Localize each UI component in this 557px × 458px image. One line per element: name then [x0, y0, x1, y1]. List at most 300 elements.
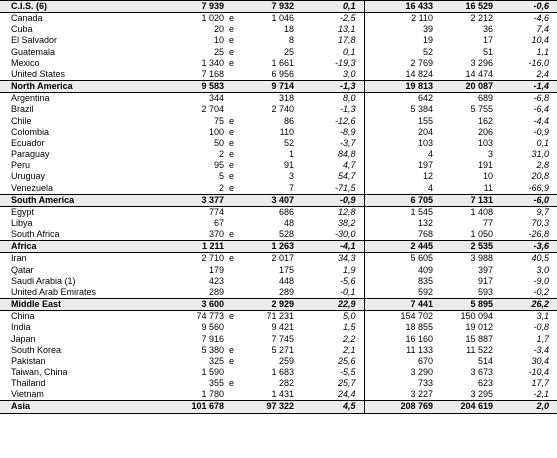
- change-cell: 8,0: [342, 93, 356, 104]
- ytd-change-cell: -6,8: [533, 93, 549, 104]
- table-row: [0, 253, 557, 265]
- estimate-flag-cell: [226, 389, 246, 401]
- region-name-cell: United States: [11, 68, 66, 79]
- table-row: [0, 311, 557, 323]
- estimate-flag-cell: [226, 1, 246, 13]
- estimate-flag-cell: e: [229, 378, 235, 389]
- ytd-change-cell: -66,9: [528, 182, 549, 193]
- table-row: [0, 183, 557, 195]
- region-name-cell: Brazil: [11, 104, 34, 115]
- ytd-2020-cell: 14 824: [364, 69, 441, 81]
- region-name-cell: Saudi Arabia (1): [11, 275, 76, 286]
- ytd-2020-cell: 2 445: [364, 241, 441, 253]
- table-row: [0, 116, 557, 127]
- estimate-flag-cell: e: [229, 344, 235, 355]
- value-2019-cell: 289: [278, 286, 294, 297]
- value-2020-cell: 3 600: [124, 299, 226, 311]
- region-name-cell: Middle East: [0, 299, 124, 311]
- value-2020-cell: 1 211: [124, 241, 226, 253]
- region-name-cell: C.I.S. (6): [0, 1, 124, 13]
- table-row: [0, 367, 557, 378]
- value-2020-cell: 25: [213, 46, 224, 57]
- region-name-cell: Iran: [11, 253, 27, 264]
- ytd-2020-cell: 6 705: [364, 194, 441, 206]
- table-row: [0, 127, 557, 138]
- ytd-change-cell: -6,4: [533, 104, 549, 115]
- value-2020-cell: 10: [213, 35, 224, 46]
- ytd-change-cell: -6,0: [501, 194, 557, 206]
- change-cell: -71,5: [334, 182, 356, 193]
- value-2019-cell: 25: [283, 46, 294, 57]
- value-2020-cell: 423: [208, 275, 224, 286]
- value-2019-cell: 6 956: [271, 68, 294, 79]
- table-row: [0, 265, 557, 276]
- estimate-flag-cell: e: [229, 149, 235, 160]
- value-2020-cell: 179: [208, 264, 224, 275]
- ytd-2019-cell: 7 131: [441, 194, 501, 206]
- ytd-2019-cell: 10: [482, 171, 493, 182]
- value-2019-cell: 86: [283, 115, 294, 126]
- change-cell: 4,7: [342, 160, 356, 171]
- change-cell: -30,0: [334, 229, 356, 240]
- table-row: [0, 24, 557, 35]
- ytd-2019-cell: 689: [477, 93, 493, 104]
- ytd-2019-cell: 917: [477, 275, 493, 286]
- ytd-2019-cell: 2 212: [470, 13, 493, 24]
- table-row: [0, 58, 557, 69]
- ytd-2019-cell: 514: [477, 355, 493, 366]
- change-cell: 2,1: [342, 344, 356, 355]
- ytd-2019-cell: 5 755: [470, 104, 493, 115]
- change-cell: -2,5: [339, 13, 356, 24]
- region-name-cell: Egypt: [11, 206, 35, 217]
- value-2019-cell: 318: [278, 93, 294, 104]
- estimate-flag-cell: e: [229, 46, 235, 57]
- ytd-2020-cell: 52: [364, 47, 441, 58]
- value-2020-cell: 95: [213, 160, 224, 171]
- region-name-cell: South America: [0, 194, 124, 206]
- ytd-2020-cell: 132: [364, 218, 441, 229]
- ytd-2020-cell: 835: [364, 276, 441, 287]
- estimate-flag-cell: [226, 265, 246, 276]
- ytd-2020-cell: 18 855: [364, 322, 441, 333]
- estimate-flag-cell: e: [229, 160, 235, 171]
- value-2020-cell: 2: [218, 149, 224, 160]
- ytd-2020-cell: 409: [364, 265, 441, 276]
- ytd-change-cell: -0,2: [533, 286, 549, 297]
- estimate-flag-cell: e: [229, 115, 235, 126]
- region-name-cell: South Korea: [11, 344, 62, 355]
- value-2019-cell: 1 661: [271, 57, 294, 68]
- region-name-cell: Colombia: [11, 126, 50, 137]
- table-row: [0, 206, 557, 218]
- ytd-change-cell: -9,0: [533, 275, 549, 286]
- ytd-change-cell: -2,1: [533, 389, 549, 400]
- ytd-2020-cell: 208 769: [364, 401, 441, 413]
- ytd-2020-cell: 768: [364, 229, 441, 241]
- ytd-change-cell: -0,8: [533, 322, 549, 333]
- change-cell: -1,3: [339, 104, 356, 115]
- estimate-flag-cell: [226, 287, 246, 299]
- region-name-cell: Vietnam: [11, 389, 44, 400]
- region-name-cell: Argentina: [11, 93, 50, 104]
- estimate-flag-cell: e: [229, 35, 235, 46]
- estimate-flag-cell: e: [229, 137, 235, 148]
- region-name-cell: Uruguay: [11, 171, 46, 182]
- change-cell: 0,1: [342, 46, 356, 57]
- ytd-2019-cell: 19 012: [465, 322, 493, 333]
- ytd-2019-cell: 1 408: [470, 206, 493, 217]
- estimate-flag-cell: e: [229, 24, 235, 35]
- region-total-row: [0, 299, 557, 311]
- ytd-2019-cell: 593: [477, 286, 493, 297]
- region-name-cell: China: [11, 311, 35, 322]
- ytd-2019-cell: 204 619: [441, 401, 501, 413]
- region-name-cell: United Arab Emirates: [11, 286, 97, 297]
- value-2020-cell: 7 916: [201, 333, 224, 344]
- value-2020-cell: 344: [208, 93, 224, 104]
- ytd-2020-cell: 4: [364, 149, 441, 160]
- ytd-2019-cell: 3: [487, 149, 493, 160]
- change-cell: -19,3: [334, 57, 356, 68]
- region-name-cell: Mexico: [11, 57, 40, 68]
- table-row: [0, 345, 557, 356]
- value-2019-cell: 110: [279, 126, 294, 137]
- ytd-change-cell: 2,8: [536, 160, 549, 171]
- ytd-2019-cell: 15 887: [465, 333, 493, 344]
- value-2019-cell: 175: [278, 264, 294, 275]
- value-2020-cell: 67: [213, 217, 224, 228]
- table-row: [0, 104, 557, 115]
- change-cell: 17,8: [337, 35, 356, 46]
- ytd-2019-cell: 5 895: [441, 299, 501, 311]
- region-total-row: [0, 1, 557, 13]
- ytd-change-cell: 31,0: [531, 149, 549, 160]
- value-2020-cell: 7 168: [201, 68, 224, 79]
- value-2020-cell: 9 560: [201, 322, 224, 333]
- region-name-cell: India: [11, 322, 31, 333]
- ytd-2020-cell: 5 384: [364, 104, 441, 115]
- value-2020-cell: 101 678: [124, 401, 226, 413]
- change-cell: 1,5: [342, 322, 356, 333]
- ytd-2020-cell: 154 702: [364, 311, 441, 323]
- ytd-2019-cell: 11 522: [466, 344, 493, 355]
- ytd-change-cell: -3,6: [501, 241, 557, 253]
- value-2019-cell: 9 714: [246, 81, 302, 93]
- estimate-flag-cell: e: [229, 171, 235, 182]
- ytd-change-cell: 1,1: [536, 46, 549, 57]
- value-2020-cell: 74 773: [196, 311, 224, 322]
- region-name-cell: Guatemala: [11, 46, 56, 57]
- region-name-cell: Thailand: [11, 378, 46, 389]
- change-cell: 34,3: [337, 253, 356, 264]
- change-cell: 38,2: [337, 217, 356, 228]
- ytd-2020-cell: 103: [364, 138, 441, 149]
- value-2020-cell: 7 939: [124, 1, 226, 13]
- table-row: [0, 47, 557, 58]
- estimate-flag-cell: e: [229, 253, 235, 264]
- value-2019-cell: 8: [288, 35, 294, 46]
- ytd-2019-cell: 623: [477, 378, 493, 389]
- value-2019-cell: 1 683: [271, 367, 294, 377]
- ytd-2019-cell: 3 988: [470, 253, 493, 264]
- ytd-2019-cell: 3 673: [470, 367, 493, 377]
- ytd-change-cell: -4,4: [533, 115, 549, 126]
- value-2019-cell: 2 740: [271, 104, 294, 115]
- estimate-flag-cell: e: [229, 57, 235, 68]
- change-cell: -0,9: [302, 194, 364, 206]
- estimate-flag-cell: e: [229, 355, 235, 366]
- region-total-row: [0, 194, 557, 206]
- region-name-cell: Asia: [0, 401, 124, 413]
- estimate-flag-cell: e: [229, 13, 235, 24]
- value-2020-cell: 2 704: [201, 104, 224, 115]
- ytd-2019-cell: 14 474: [465, 68, 493, 79]
- ytd-2020-cell: 733: [364, 378, 441, 389]
- table-row: [0, 93, 557, 105]
- value-2019-cell: 3 407: [246, 194, 302, 206]
- value-2020-cell: 50: [213, 137, 224, 148]
- ytd-2020-cell: 39: [364, 24, 441, 35]
- ytd-change-cell: 30,4: [531, 355, 549, 366]
- value-2019-cell: 282: [278, 378, 294, 389]
- region-name-cell: Libya: [11, 217, 33, 228]
- table-row: [0, 138, 557, 149]
- estimate-flag-cell: [226, 81, 246, 93]
- change-cell: 22,9: [302, 299, 364, 311]
- change-cell: 12,8: [337, 206, 356, 217]
- value-2020-cell: 5: [218, 171, 224, 182]
- estimate-flag-cell: [226, 206, 246, 218]
- region-name-cell: Pakistan: [11, 355, 46, 366]
- ytd-change-cell: 2,0: [501, 401, 557, 413]
- value-2019-cell: 1 263: [246, 241, 302, 253]
- region-name-cell: Qatar: [11, 264, 34, 275]
- ytd-change-cell: 9,7: [536, 206, 549, 217]
- ytd-2020-cell: 11 133: [364, 345, 441, 356]
- value-2019-cell: 1 431: [271, 389, 294, 400]
- estimate-flag-cell: [226, 367, 246, 378]
- value-2019-cell: 7 932: [246, 1, 302, 13]
- value-2019-cell: 259: [278, 355, 294, 366]
- change-cell: 25,7: [337, 378, 356, 389]
- table-row: [0, 171, 557, 182]
- value-2019-cell: 448: [278, 275, 294, 286]
- change-cell: 25,6: [337, 355, 356, 366]
- region-total-row: [0, 401, 557, 413]
- region-name-cell: Ecuador: [11, 137, 45, 148]
- value-2020-cell: 20: [213, 24, 224, 35]
- region-name-cell: Canada: [11, 13, 43, 24]
- value-2020-cell: 3 377: [124, 194, 226, 206]
- change-cell: 1,9: [342, 264, 356, 275]
- table-row: [0, 276, 557, 287]
- estimate-flag-cell: [226, 93, 246, 105]
- region-name-cell: Venezuela: [11, 182, 54, 193]
- estimate-flag-cell: [226, 241, 246, 253]
- ytd-2020-cell: 19 813: [364, 81, 441, 93]
- value-2020-cell: 2: [218, 182, 224, 193]
- ytd-2020-cell: 3 290: [364, 367, 441, 378]
- region-name-cell: Cuba: [11, 24, 33, 35]
- table-row: [0, 389, 557, 401]
- ytd-change-cell: -16,0: [528, 57, 549, 68]
- change-cell: -12,6: [334, 115, 356, 126]
- ytd-change-cell: -10,4: [528, 367, 549, 377]
- ytd-2019-cell: 397: [477, 264, 493, 275]
- ytd-change-cell: 26,2: [501, 299, 557, 311]
- ytd-change-cell: 3,1: [536, 311, 549, 322]
- ytd-change-cell: 20,8: [531, 171, 549, 182]
- ytd-2019-cell: 51: [482, 46, 493, 57]
- table-row: [0, 334, 557, 345]
- value-2019-cell: 48: [283, 217, 294, 228]
- ytd-change-cell: 40,5: [531, 253, 549, 264]
- value-2020-cell: 2 710: [201, 253, 224, 264]
- region-name-cell: North America: [0, 81, 124, 93]
- value-2019-cell: 1 046: [271, 13, 294, 24]
- region-name-cell: Paraguay: [11, 149, 50, 160]
- value-2020-cell: 1 780: [201, 389, 224, 400]
- ytd-2020-cell: 7 441: [364, 299, 441, 311]
- value-2019-cell: 2 929: [246, 299, 302, 311]
- estimate-flag-cell: [226, 334, 246, 345]
- value-2019-cell: 91: [283, 160, 294, 171]
- ytd-2019-cell: 20 087: [441, 81, 501, 93]
- estimate-flag-cell: [226, 218, 246, 229]
- ytd-2019-cell: 162: [477, 115, 493, 126]
- estimate-flag-cell: e: [229, 229, 235, 240]
- ytd-2020-cell: 16 160: [364, 334, 441, 345]
- ytd-change-cell: 1,7: [536, 333, 549, 344]
- value-2019-cell: 9 421: [271, 322, 294, 333]
- change-cell: -5,6: [339, 275, 356, 286]
- table-row: [0, 160, 557, 171]
- value-2020-cell: 9 583: [124, 81, 226, 93]
- region-total-row: [0, 81, 557, 93]
- estimate-flag-cell: [226, 401, 246, 413]
- change-cell: -0,1: [339, 286, 356, 297]
- ytd-change-cell: -1,4: [501, 81, 557, 93]
- ytd-change-cell: 70,3: [531, 217, 549, 228]
- ytd-2020-cell: 155: [364, 116, 441, 127]
- ytd-2020-cell: 16 433: [364, 1, 441, 13]
- ytd-2019-cell: 150 094: [460, 311, 493, 322]
- ytd-2019-cell: 16 529: [441, 1, 501, 13]
- value-2019-cell: 18: [283, 24, 294, 35]
- table-row: [0, 287, 557, 299]
- ytd-change-cell: 10,4: [531, 35, 549, 46]
- change-cell: 24,4: [337, 389, 356, 400]
- region-name-cell: Peru: [11, 160, 31, 171]
- region-name-cell: Chile: [11, 115, 32, 126]
- ytd-2019-cell: 206: [477, 126, 493, 137]
- value-2020-cell: 1 590: [201, 367, 224, 377]
- estimate-flag-cell: [226, 322, 246, 333]
- value-2020-cell: 100: [208, 126, 224, 137]
- estimate-flag-cell: [226, 69, 246, 81]
- value-2019-cell: 7: [288, 182, 294, 193]
- change-cell: -3,7: [339, 137, 356, 148]
- region-name-cell: El Salvador: [11, 35, 58, 46]
- estimate-flag-cell: [226, 104, 246, 115]
- ytd-2019-cell: 77: [482, 217, 493, 228]
- value-2019-cell: 71 231: [266, 311, 294, 322]
- ytd-2019-cell: 3 296: [470, 57, 493, 68]
- value-2019-cell: 52: [283, 137, 294, 148]
- ytd-change-cell: -0,9: [533, 126, 549, 137]
- ytd-2020-cell: 197: [364, 160, 441, 171]
- change-cell: 13,1: [337, 24, 356, 35]
- table-row: [0, 13, 557, 25]
- value-2019-cell: 3: [288, 171, 294, 182]
- table-row: [0, 218, 557, 229]
- region-name-cell: South Africa: [11, 229, 60, 240]
- region-name-cell: Africa: [0, 241, 124, 253]
- estimate-flag-cell: [226, 194, 246, 206]
- ytd-change-cell: -26,8: [528, 229, 549, 240]
- ytd-2019-cell: 103: [477, 137, 493, 148]
- ytd-change-cell: -3,4: [533, 344, 549, 355]
- table-body: [0, 1, 557, 414]
- change-cell: 84,8: [337, 149, 356, 160]
- ytd-change-cell: -0,6: [501, 1, 557, 13]
- value-2020-cell: 325: [208, 355, 224, 366]
- value-2019-cell: 5 271: [271, 344, 294, 355]
- ytd-2019-cell: 191: [477, 160, 493, 171]
- table-row: [0, 35, 557, 46]
- ytd-2020-cell: 1 545: [364, 206, 441, 218]
- change-cell: 2,2: [342, 333, 356, 344]
- ytd-2020-cell: 19: [364, 35, 441, 46]
- ytd-2020-cell: 12: [364, 171, 441, 182]
- ytd-2019-cell: 17: [482, 35, 493, 46]
- ytd-2020-cell: 204: [364, 127, 441, 138]
- change-cell: -5,5: [339, 367, 356, 377]
- ytd-2019-cell: 3 295: [470, 389, 493, 400]
- value-2020-cell: 355: [208, 378, 224, 389]
- ytd-2019-cell: 1 050: [470, 229, 493, 240]
- ytd-2020-cell: 5 605: [364, 253, 441, 265]
- value-2020-cell: 1 020: [201, 13, 224, 24]
- table-row: [0, 149, 557, 160]
- change-cell: -8,9: [339, 126, 356, 137]
- ytd-2020-cell: 592: [364, 287, 441, 299]
- value-2019-cell: 2 017: [271, 253, 294, 264]
- change-cell: 3,0: [342, 68, 356, 79]
- ytd-2019-cell: 2 535: [441, 241, 501, 253]
- ytd-2019-cell: 36: [482, 24, 493, 35]
- change-cell: -4,1: [302, 241, 364, 253]
- ytd-change-cell: 2,4: [536, 68, 549, 79]
- ytd-change-cell: 0,1: [536, 137, 549, 148]
- ytd-2020-cell: 4: [364, 183, 441, 195]
- value-2019-cell: 1: [288, 149, 294, 160]
- estimate-flag-cell: e: [229, 126, 235, 137]
- ytd-2020-cell: 670: [364, 356, 441, 367]
- ytd-change-cell: 7,4: [536, 24, 549, 35]
- ytd-2020-cell: 642: [364, 93, 441, 105]
- value-2019-cell: 686: [278, 206, 294, 217]
- estimate-flag-cell: e: [229, 311, 235, 322]
- value-2020-cell: 289: [208, 286, 224, 297]
- change-cell: 0,1: [302, 1, 364, 13]
- ytd-change-cell: -4,6: [533, 13, 549, 24]
- change-cell: 5,0: [342, 311, 356, 322]
- estimate-flag-cell: [226, 299, 246, 311]
- table-row: [0, 229, 557, 241]
- ytd-2020-cell: 2 769: [364, 58, 441, 69]
